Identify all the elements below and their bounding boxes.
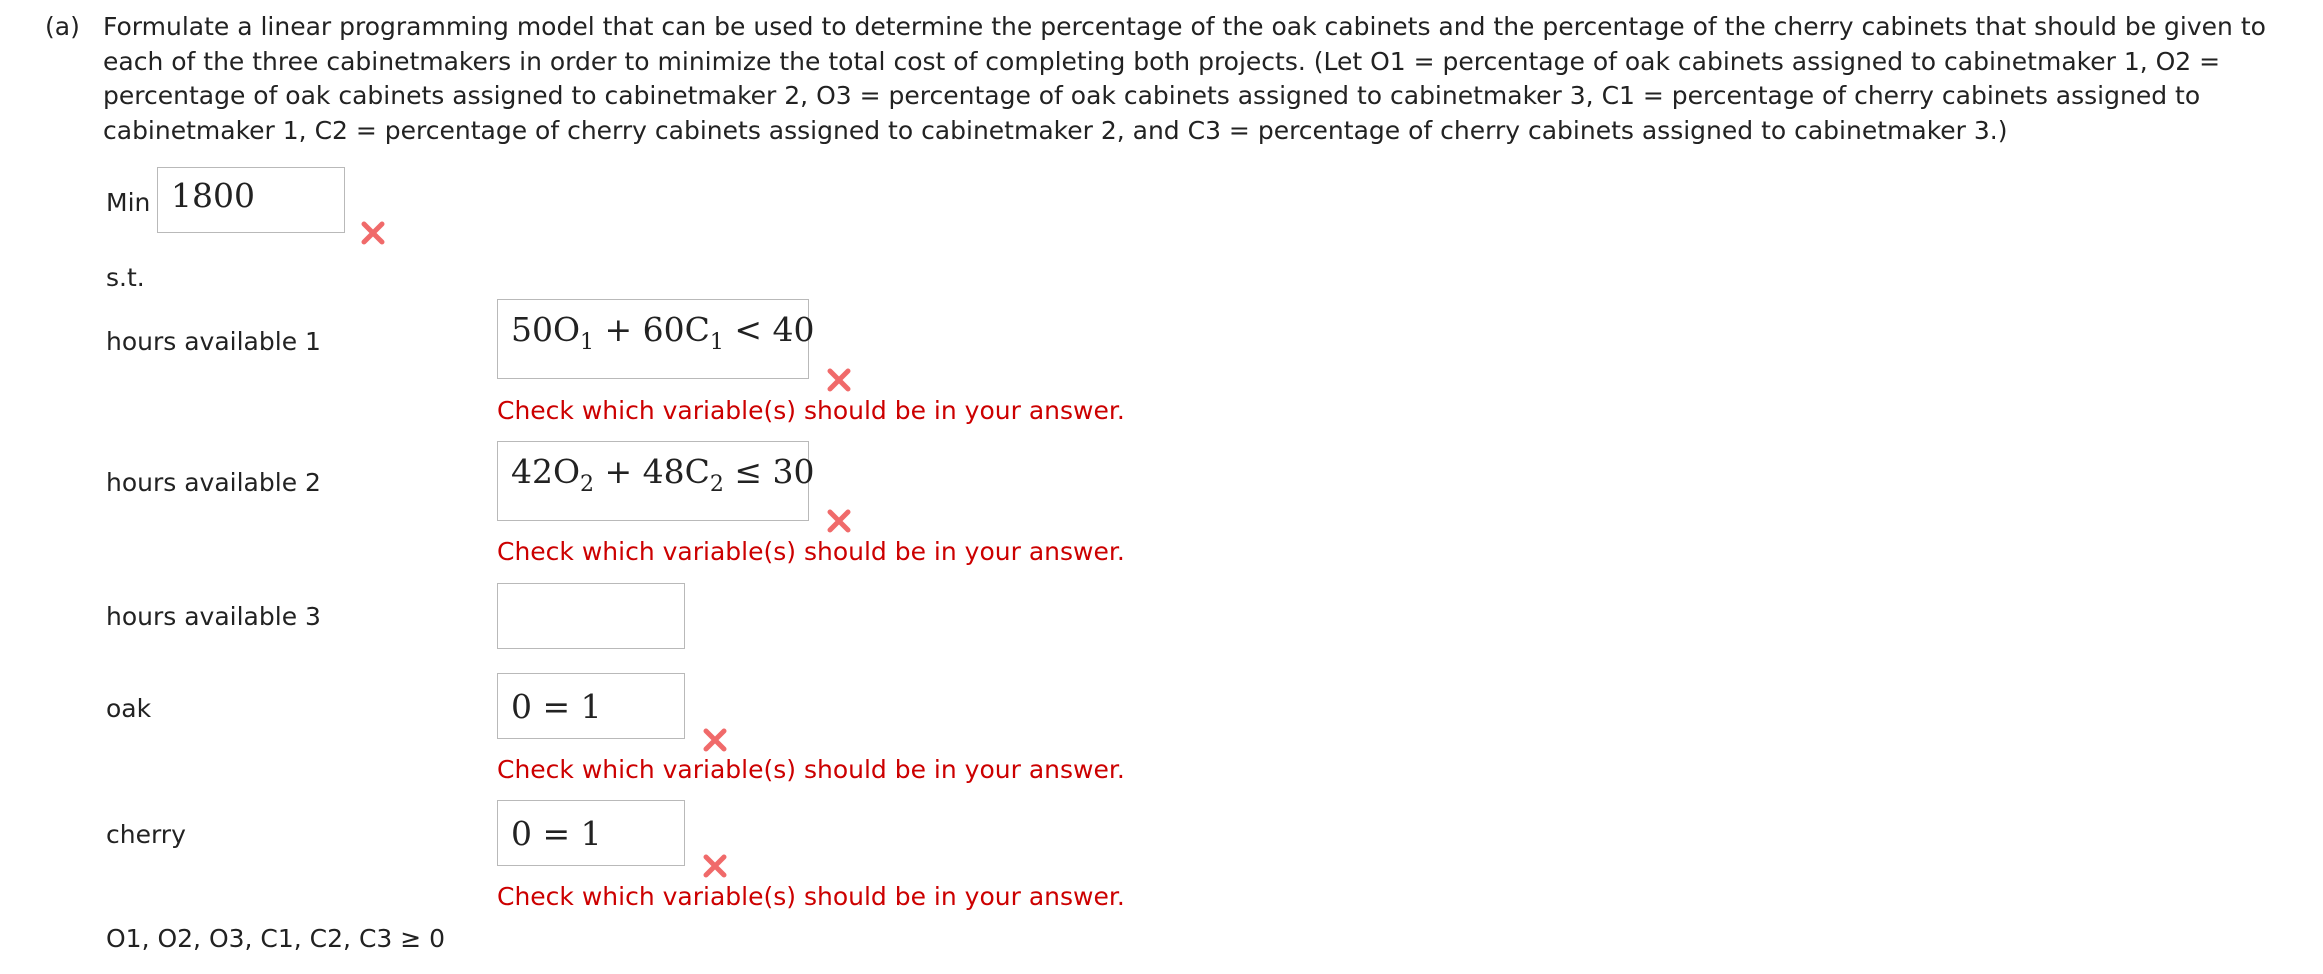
constraint-input-hours-1[interactable] — [497, 299, 815, 379]
objective-value: 1800 — [171, 176, 255, 215]
feedback-message: Check which variable(s) should be in your answer. — [497, 537, 1125, 566]
constraint-label-hours-3: hours available 3 — [106, 602, 321, 631]
x-mark-icon — [826, 367, 852, 393]
question-text: Formulate a linear programming model that can be used to determine the percentage of the oak cabinets and the percentage of the cherry cabinets that should be given to each of the three cabinetmakers in order to minimize the total cost of completing both projects. (Let O1 = percentage of oak cabinets assigned to cabinetmaker 1, O2 = percentage of oak cabinets assigned to cabinetmaker 2, O3 = percentage of oak cabinets assigned to cabinetmaker 3, C1 = percentage of cherry cabinets assigned to cabinetmaker 1, C2 = percentage of cherry cabinets assigned to cabinetmaker 2, and C3 = percentage of cherry cabinets assigned to cabinetmaker 3.) — [103, 12, 2266, 145]
x-mark-icon — [826, 508, 852, 534]
question-label: (a) — [45, 12, 80, 41]
st-label: s.t. — [106, 263, 145, 292]
x-mark-icon — [702, 727, 728, 753]
feedback-message: Check which variable(s) should be in your answer. — [497, 396, 1125, 425]
constraint-expression: 0 = 1 — [511, 813, 602, 853]
objective-input[interactable] — [157, 167, 345, 233]
constraint-label-hours-2: hours available 2 — [106, 468, 321, 497]
feedback-message: Check which variable(s) should be in your answer. — [497, 755, 1125, 784]
constraint-expression: 0 = 1 — [511, 686, 602, 726]
feedback-message: Check which variable(s) should be in your answer. — [497, 882, 1125, 911]
constraint-expression: $42O_2 + 48C_2 \le 30$ — [511, 452, 815, 497]
constraint-label-hours-1: hours available 1 — [106, 327, 321, 356]
constraint-input-cherry[interactable] — [497, 800, 685, 866]
constraint-label-cherry: cherry — [106, 820, 186, 849]
x-mark-icon — [702, 853, 728, 879]
constraint-input-hours-2[interactable] — [497, 441, 815, 521]
x-mark-icon — [360, 220, 386, 246]
constraint-input-hours-3[interactable] — [497, 583, 685, 649]
constraint-label-oak: oak — [106, 694, 152, 723]
constraint-input-oak[interactable] — [497, 673, 685, 739]
nonnegativity-constraint: O1, O2, O3, C1, C2, C3 ≥ 0 — [106, 924, 446, 953]
constraint-expression: $50O_1 + 60C_1 < 40$ — [511, 310, 815, 355]
objective-label: Min — [106, 188, 151, 217]
